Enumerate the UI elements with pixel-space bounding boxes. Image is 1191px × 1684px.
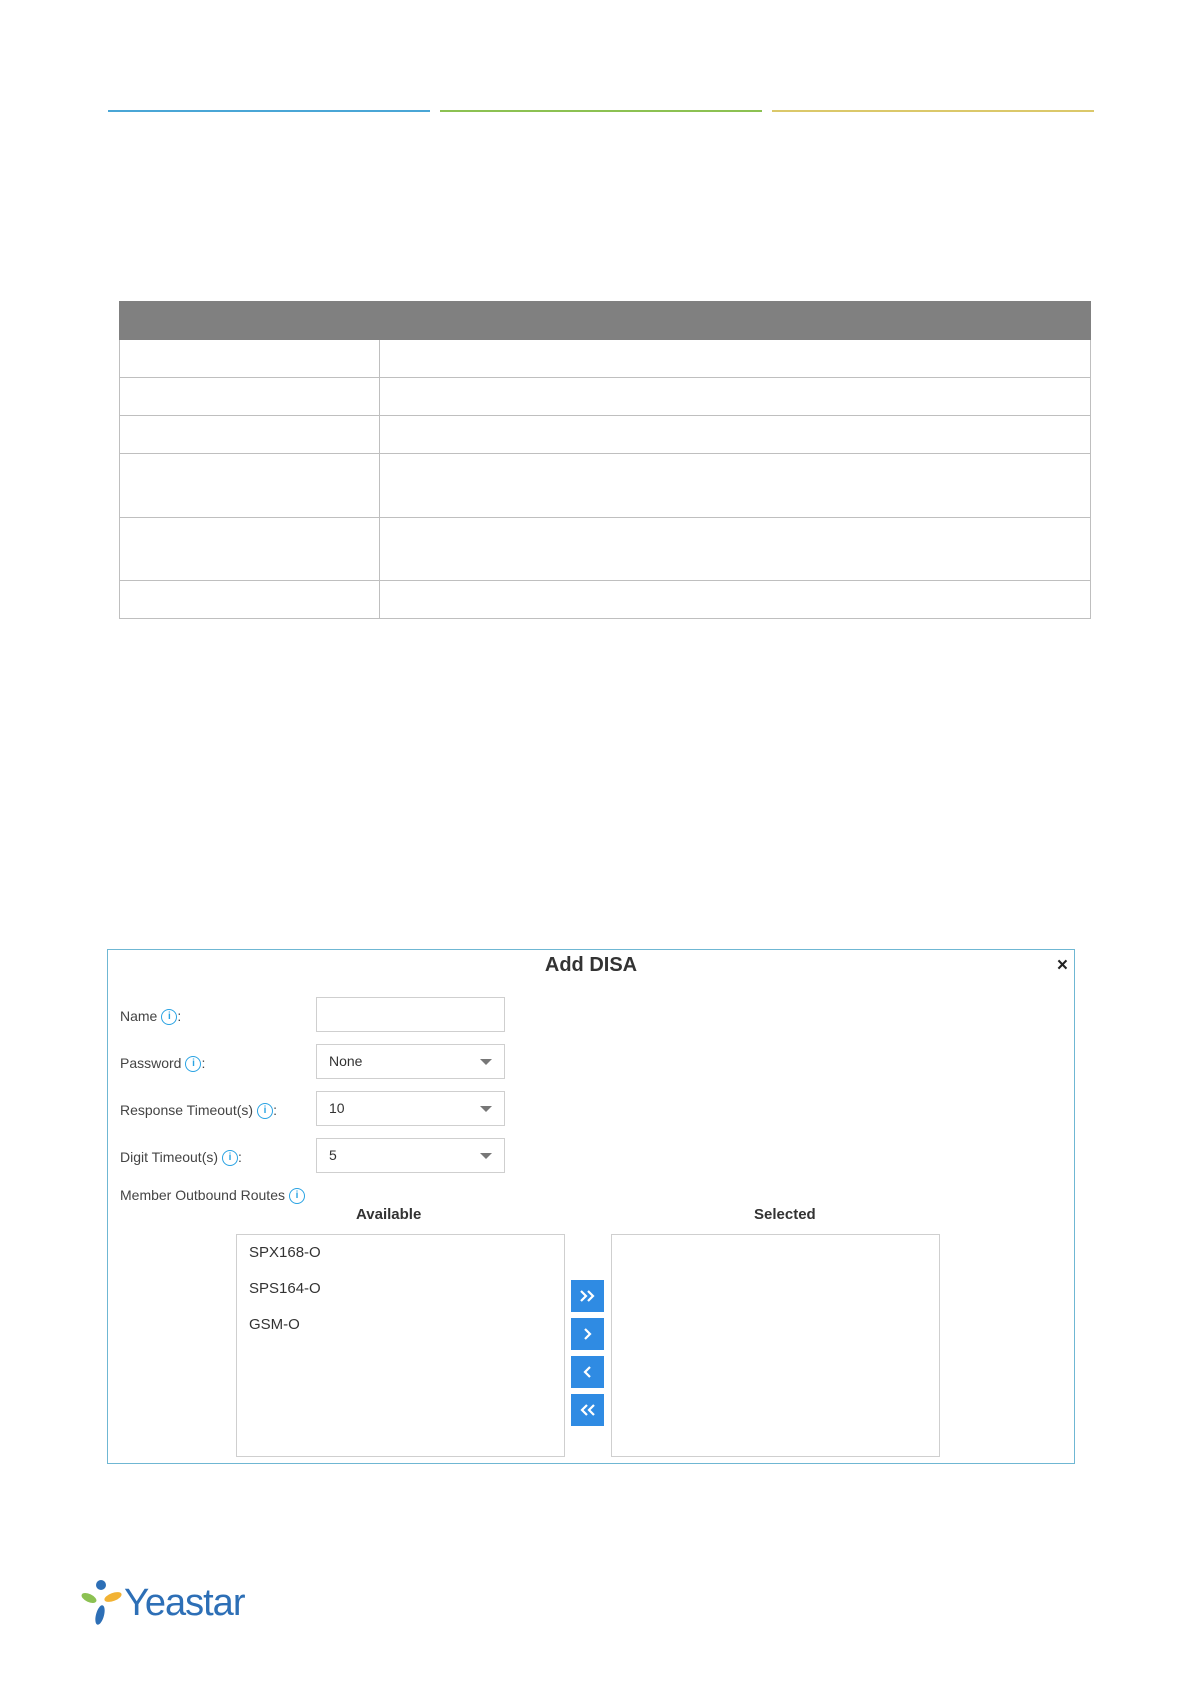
- member-routes-label-text: Member Outbound Routes: [120, 1187, 285, 1203]
- response-timeout-value: 10: [329, 1100, 345, 1116]
- table-cell: [120, 454, 380, 518]
- label-colon: :: [201, 1055, 206, 1071]
- header-rule-yellow: [772, 110, 1094, 112]
- move-right-button[interactable]: [571, 1318, 604, 1350]
- double-chevron-right-icon: [571, 1280, 604, 1312]
- add-disa-dialog: [107, 949, 1075, 1464]
- dialog-title: Add DISA: [544, 954, 638, 976]
- label-colon: :: [177, 1008, 182, 1024]
- chevron-down-icon: [480, 1059, 492, 1065]
- table-row: [120, 378, 1091, 416]
- info-icon[interactable]: i: [161, 1009, 177, 1025]
- response-timeout-label: [120, 1102, 277, 1119]
- available-heading: Available: [356, 1206, 422, 1223]
- table-cell: [120, 378, 380, 416]
- document-table: [119, 301, 1091, 619]
- table-cell: [380, 378, 1091, 416]
- close-icon[interactable]: ×: [1056, 955, 1068, 976]
- chevron-right-icon: [571, 1318, 604, 1350]
- move-all-right-button[interactable]: [571, 1280, 604, 1312]
- info-icon[interactable]: i: [289, 1188, 305, 1204]
- selected-heading: Selected: [754, 1206, 816, 1223]
- table-cell: [120, 581, 380, 619]
- digit-timeout-label-text: Digit Timeout(s): [120, 1149, 219, 1165]
- password-select[interactable]: [316, 1044, 505, 1079]
- table-header-row: [120, 302, 1091, 340]
- header-rule-green: [440, 110, 762, 112]
- table-cell: [120, 416, 380, 454]
- chevron-down-icon: [480, 1153, 492, 1159]
- table-row: [120, 581, 1091, 619]
- header-rule-blue: [108, 110, 430, 112]
- table-cell: [120, 518, 380, 581]
- table-row: [120, 518, 1091, 581]
- response-timeout-label-text: Response Timeout(s): [120, 1102, 254, 1118]
- table-cell: [380, 518, 1091, 581]
- info-icon[interactable]: i: [185, 1056, 201, 1072]
- list-item[interactable]: GSM-O: [249, 1316, 300, 1333]
- digit-timeout-label: [120, 1149, 242, 1166]
- list-item[interactable]: SPS164-O: [249, 1280, 321, 1297]
- digit-timeout-value: 5: [329, 1147, 337, 1163]
- digit-timeout-select[interactable]: [316, 1138, 505, 1173]
- double-chevron-left-icon: [571, 1394, 604, 1426]
- table-header-cell: [380, 302, 1091, 340]
- chevron-down-icon: [480, 1106, 492, 1112]
- selected-list[interactable]: [611, 1234, 940, 1457]
- table-cell: [380, 416, 1091, 454]
- table-cell: [380, 581, 1091, 619]
- table-cell: [380, 454, 1091, 518]
- password-label: [120, 1055, 205, 1072]
- password-label-text: Password: [120, 1055, 182, 1071]
- yeastar-logo-icon: [80, 1578, 124, 1632]
- member-routes-label: [120, 1187, 305, 1204]
- chevron-left-icon: [571, 1356, 604, 1388]
- table-cell: [120, 340, 380, 378]
- move-all-left-button[interactable]: [571, 1394, 604, 1426]
- list-item[interactable]: SPX168-O: [249, 1244, 321, 1261]
- label-colon: :: [273, 1102, 277, 1118]
- table-cell: [380, 340, 1091, 378]
- response-timeout-select[interactable]: [316, 1091, 505, 1126]
- name-label-text: Name: [120, 1008, 158, 1024]
- yeastar-logo-text: Yeastar: [124, 1582, 245, 1624]
- move-left-button[interactable]: [571, 1356, 604, 1388]
- table-row: [120, 416, 1091, 454]
- label-colon: :: [238, 1149, 242, 1165]
- name-input[interactable]: [316, 997, 505, 1032]
- table-header-cell: [120, 302, 380, 340]
- table-row: [120, 340, 1091, 378]
- info-icon[interactable]: i: [222, 1150, 238, 1166]
- info-icon[interactable]: i: [257, 1103, 273, 1119]
- password-select-value: None: [329, 1053, 363, 1069]
- available-list[interactable]: [236, 1234, 565, 1457]
- name-label: [120, 1008, 181, 1025]
- table-row: [120, 454, 1091, 518]
